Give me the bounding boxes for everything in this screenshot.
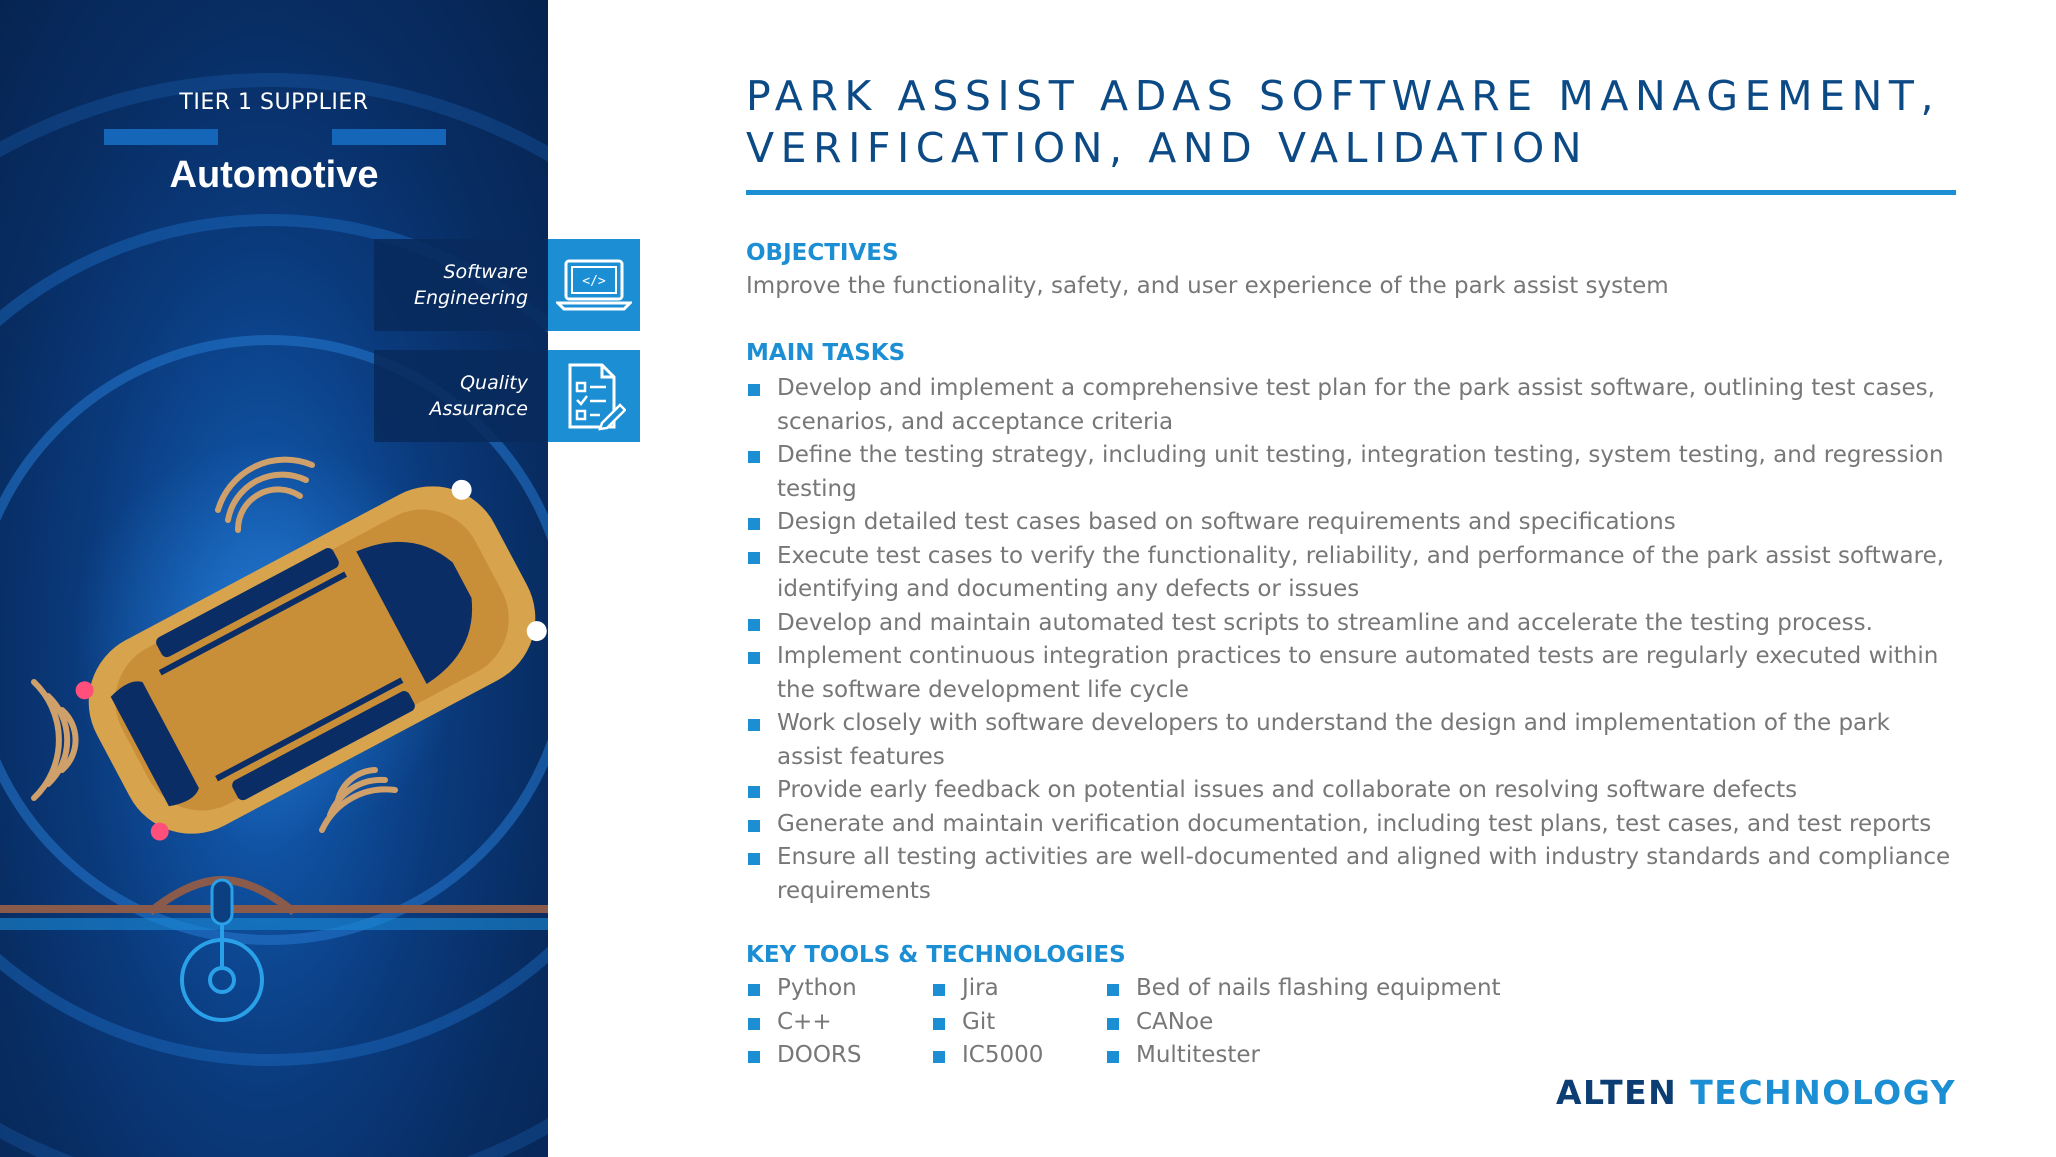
tool-name: Bed of nails flashing equipment — [1136, 975, 1501, 1001]
square-bullet-icon — [748, 652, 760, 664]
square-bullet-icon — [1107, 1018, 1119, 1030]
tag-label — [430, 370, 528, 422]
brand-part2: TECHNOLOGY — [1690, 1073, 1956, 1112]
list-item — [746, 372, 1956, 439]
laptop-code-icon — [548, 239, 640, 331]
square-bullet-icon — [933, 984, 945, 996]
list-item-text: Develop and maintain automated test scripts to streamline and accelerate the testing process. — [777, 609, 1873, 636]
brand-logo — [1556, 1073, 1956, 1112]
page-title: PARK ASSIST ADAS SOFTWARE MANAGEMENT, VERIFICATION, AND VALIDATION — [746, 72, 1941, 172]
list-item-text: Ensure all testing activities are well-documented and aligned with industry standards and compliance requirements — [777, 844, 1951, 904]
tier-bar-left — [104, 129, 218, 145]
list-item-text: Implement continuous integration practices to ensure automated tests are regularly executed within the software development life cycle — [777, 643, 1939, 703]
square-bullet-icon — [748, 1018, 760, 1030]
square-bullet-icon — [1107, 1051, 1119, 1063]
tool-name: Multitester — [1136, 1042, 1260, 1068]
left-panel — [0, 0, 548, 1157]
objectives-text: Improve the functionality, safety, and user experience of the park assist system — [746, 273, 1669, 299]
tools-heading: KEY TOOLS & TECHNOLOGIES — [746, 942, 1126, 968]
tag-label — [414, 259, 528, 311]
title-divider — [746, 190, 1956, 195]
svg-text:</>: </> — [582, 274, 606, 289]
list-item-text: Provide early feedback on potential issues and collaborate on resolving software defects — [777, 777, 1798, 803]
list-item — [746, 540, 1956, 607]
tag-quality-assurance — [374, 350, 548, 442]
square-bullet-icon — [748, 1051, 760, 1063]
list-item — [931, 1006, 1043, 1040]
square-bullet-icon — [748, 552, 760, 564]
list-item — [746, 841, 1956, 908]
tool-name: Python — [777, 975, 857, 1001]
tool-name: CANoe — [1136, 1008, 1214, 1035]
tag-label-line1: Software — [443, 261, 528, 283]
list-item — [746, 439, 1956, 506]
list-item-text: Generate and maintain verification documentation, including test plans, test cases, and test reports — [777, 810, 1932, 837]
tasks-list — [746, 372, 1956, 908]
tool-name: IC5000 — [962, 1042, 1044, 1068]
square-bullet-icon — [748, 984, 760, 996]
square-bullet-icon — [748, 820, 760, 832]
tag-label-line2: Engineering — [414, 287, 528, 309]
tools-column-3 — [1105, 972, 1501, 1073]
list-item — [746, 607, 1956, 641]
square-bullet-icon — [748, 853, 760, 865]
tool-name: Git — [962, 1008, 996, 1035]
square-bullet-icon — [933, 1018, 945, 1030]
list-item-text: Work closely with software developers to understand the design and implementation of the park assist features — [777, 710, 1890, 770]
list-item-text: Design detailed test cases based on software requirements and specifications — [777, 509, 1676, 535]
list-item-text: Develop and implement a comprehensive test plan for the park assist software, outlining test cases, scenarios, and acceptance criteria — [777, 375, 1935, 435]
square-bullet-icon — [748, 719, 760, 731]
list-item — [1105, 1006, 1501, 1040]
square-bullet-icon — [933, 1051, 945, 1063]
list-item-text: Define the testing strategy, including unit testing, integration testing, system testing, and regression testing — [777, 442, 1944, 502]
square-bullet-icon — [748, 451, 760, 463]
list-item — [746, 774, 1956, 808]
tool-name: Jira — [962, 975, 999, 1001]
list-item — [746, 506, 1956, 540]
tier-bar-right — [332, 129, 446, 145]
tool-name: DOORS — [777, 1042, 862, 1068]
list-item — [746, 707, 1956, 774]
tier-label: TIER 1 SUPPLIER — [179, 90, 369, 115]
sector-label: Automotive — [169, 154, 379, 196]
tag-label-line1: Quality — [460, 372, 528, 394]
tasks-heading: MAIN TASKS — [746, 340, 906, 366]
list-item-text: Execute test cases to verify the functionality, reliability, and performance of the park assist software, identifying and documenting any defects or issues — [777, 542, 1945, 602]
list-item — [746, 1006, 862, 1040]
square-bullet-icon — [748, 384, 760, 396]
list-item — [746, 808, 1956, 842]
objectives-heading: OBJECTIVES — [746, 240, 899, 266]
list-item — [746, 1039, 862, 1073]
square-bullet-icon — [1107, 984, 1119, 996]
list-item — [746, 972, 862, 1006]
tag-label-line2: Assurance — [429, 398, 528, 420]
list-item — [1105, 1039, 1501, 1073]
tools-column-1 — [746, 972, 862, 1073]
square-bullet-icon — [748, 518, 760, 530]
list-item — [1105, 972, 1501, 1006]
tools-column-2 — [931, 972, 1043, 1073]
list-item — [746, 640, 1956, 707]
list-item — [931, 1039, 1043, 1073]
list-item — [931, 972, 1043, 1006]
checklist-edit-icon — [548, 350, 640, 442]
tool-name: C++ — [777, 1008, 832, 1035]
brand-part1: ALTEN — [1555, 1073, 1678, 1112]
square-bullet-icon — [748, 619, 760, 631]
tag-software-engineering — [374, 239, 548, 331]
square-bullet-icon — [748, 786, 760, 798]
